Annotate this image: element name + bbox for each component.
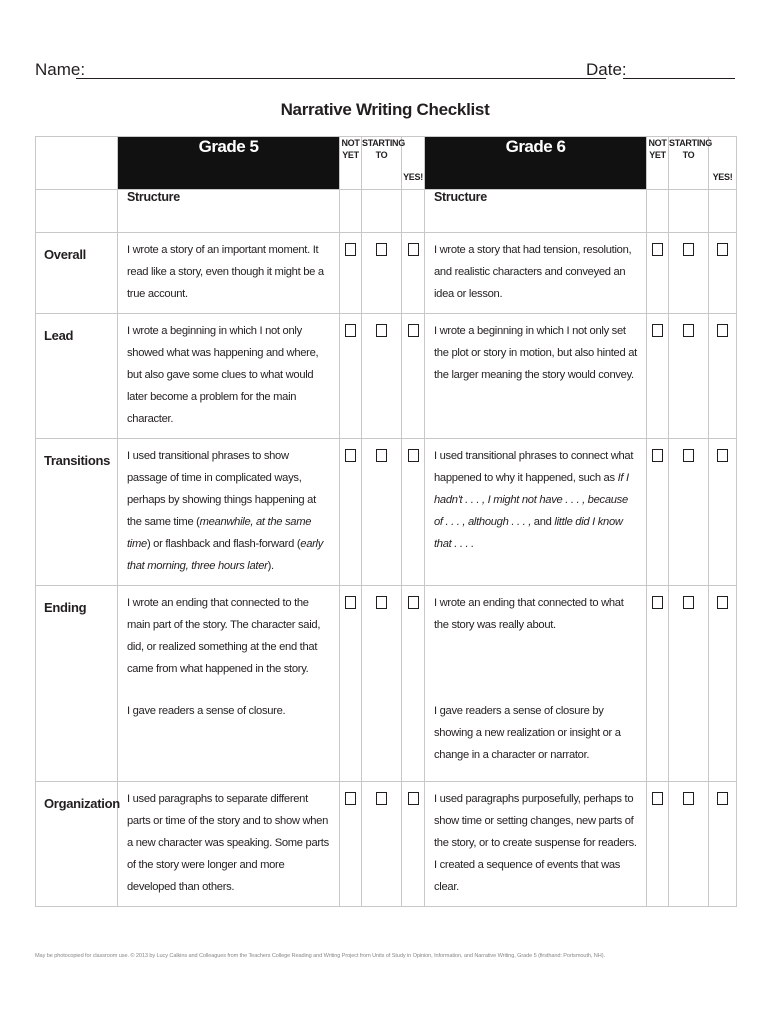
yes-cell xyxy=(709,586,737,782)
not-yet-cell xyxy=(647,439,669,586)
starting-to-checkbox[interactable] xyxy=(683,596,694,609)
yes-cell xyxy=(402,586,425,782)
not-yet-cell xyxy=(340,314,362,439)
grade6-transitions-text: I used transitional phrases to connect what happened to why it happened, such as If I hadn't . . . , I might not have . . . , because of . . . , although . . . , and little did I know that . . . . xyxy=(425,439,647,586)
starting-to-header-g6: STARTING TO xyxy=(669,137,709,190)
starting-to-cell xyxy=(362,233,402,314)
yes-checkbox[interactable] xyxy=(408,243,419,256)
not-yet-checkbox[interactable] xyxy=(652,792,663,805)
not-yet-checkbox[interactable] xyxy=(652,243,663,256)
yes-cell xyxy=(709,233,737,314)
yes-cell xyxy=(709,782,737,907)
starting-to-checkbox[interactable] xyxy=(683,324,694,337)
row-label-transitions: Transitions xyxy=(36,439,118,586)
starting-to-cell xyxy=(669,233,709,314)
grade-6-header: Grade 6 xyxy=(425,137,647,190)
yes-checkbox[interactable] xyxy=(717,324,728,337)
yes-checkbox[interactable] xyxy=(408,792,419,805)
row-ending xyxy=(36,586,737,694)
yes-cell xyxy=(402,314,425,439)
starting-to-cell xyxy=(362,586,402,782)
row-transitions xyxy=(36,439,737,586)
starting-to-checkbox[interactable] xyxy=(376,324,387,337)
not-yet-checkbox[interactable] xyxy=(652,324,663,337)
starting-to-cell xyxy=(669,586,709,782)
not-yet-checkbox[interactable] xyxy=(652,449,663,462)
page-title: Narrative Writing Checklist xyxy=(280,100,490,119)
yes-cell xyxy=(709,314,737,439)
yes-checkbox[interactable] xyxy=(717,243,728,256)
starting-to-checkbox[interactable] xyxy=(683,792,694,805)
row-overall xyxy=(36,233,737,314)
not-yet-cell xyxy=(340,782,362,907)
yes-checkbox[interactable] xyxy=(408,596,419,609)
grade5-ending-extra-text: I gave readers a sense of closure. xyxy=(118,694,340,782)
yes-cell xyxy=(402,233,425,314)
starting-to-cell xyxy=(362,314,402,439)
grade-header-row xyxy=(36,137,737,190)
starting-to-checkbox[interactable] xyxy=(376,596,387,609)
date-label: Date: xyxy=(586,60,627,79)
not-yet-checkbox[interactable] xyxy=(345,792,356,805)
yes-checkbox[interactable] xyxy=(717,596,728,609)
empty-cell xyxy=(669,190,709,233)
not-yet-cell xyxy=(647,233,669,314)
not-yet-cell xyxy=(340,439,362,586)
empty-cell xyxy=(709,190,737,233)
yes-cell xyxy=(402,439,425,586)
not-yet-cell xyxy=(647,586,669,782)
row-label-ending: Ending xyxy=(36,586,118,782)
not-yet-header-g5: NOT YET xyxy=(340,137,362,190)
header-blank-cell xyxy=(36,137,118,190)
structure-label-g5: Structure xyxy=(118,190,340,233)
empty-cell xyxy=(340,190,362,233)
starting-to-cell xyxy=(669,782,709,907)
empty-cell xyxy=(647,190,669,233)
not-yet-checkbox[interactable] xyxy=(652,596,663,609)
checklist-table xyxy=(35,136,737,907)
row-lead xyxy=(36,314,737,439)
not-yet-cell xyxy=(340,233,362,314)
not-yet-checkbox[interactable] xyxy=(345,596,356,609)
starting-to-cell xyxy=(362,439,402,586)
starting-to-cell xyxy=(362,782,402,907)
copyright-footer: May be photocopied for classroom use. © 2013 by Lucy Calkins and Colleagues from the Teachers College Reading and Writing Project from Units of Study in Opinion, Information, and Narrative Writing, Grade 5 (firsthand: Portsmouth, NH). xyxy=(35,953,605,959)
grade6-ending-extra-text: I gave readers a sense of closure by showing a new realization or insight or a change in a character or narrator. xyxy=(425,694,647,782)
grade5-transitions-text: I used transitional phrases to show passage of time in complicated ways, perhaps by showing things happening at the same time (meanwhile, at the same time) or flashback and flash-forward (early that morning, three hours later). xyxy=(118,439,340,586)
yes-checkbox[interactable] xyxy=(717,449,728,462)
starting-to-checkbox[interactable] xyxy=(376,449,387,462)
not-yet-header-g6: NOT YET xyxy=(647,137,669,190)
empty-cell xyxy=(402,190,425,233)
grade-5-header: Grade 5 xyxy=(118,137,340,190)
not-yet-cell xyxy=(647,314,669,439)
grade5-lead-text: I wrote a beginning in which I not only showed what was happening and where, but also gave some clues to what would later become a problem for the main character. xyxy=(118,314,340,439)
structure-row xyxy=(36,190,737,233)
empty-cell xyxy=(362,190,402,233)
not-yet-checkbox[interactable] xyxy=(345,324,356,337)
row-label-overall: Overall xyxy=(36,233,118,314)
starting-to-checkbox[interactable] xyxy=(376,243,387,256)
yes-header-g5: YES! xyxy=(402,137,425,190)
grade5-ending-text: I wrote an ending that connected to the main part of the story. The character said, did, or realized something at the end that came from what happened in the story. xyxy=(118,586,340,694)
yes-cell xyxy=(709,439,737,586)
not-yet-checkbox[interactable] xyxy=(345,243,356,256)
grade5-overall-text: I wrote a story of an important moment. It read like a story, even though it might be a true account. xyxy=(118,233,340,314)
not-yet-cell xyxy=(647,782,669,907)
starting-to-checkbox[interactable] xyxy=(376,792,387,805)
row-label-organization: Organization xyxy=(36,782,118,907)
name-label: Name: xyxy=(35,60,86,79)
grade6-lead-text: I wrote a beginning in which I not only set the plot or story in motion, but also hinted at the larger meaning the story would convey. xyxy=(425,314,647,439)
yes-header-g6: YES! xyxy=(709,137,737,190)
not-yet-checkbox[interactable] xyxy=(345,449,356,462)
yes-checkbox[interactable] xyxy=(408,449,419,462)
name-field-line[interactable] xyxy=(76,78,606,79)
grade6-ending-text: I wrote an ending that connected to what the story was really about. xyxy=(425,586,647,694)
starting-to-checkbox[interactable] xyxy=(683,243,694,256)
row-organization xyxy=(36,782,737,907)
name-date-row xyxy=(35,58,735,82)
starting-to-cell xyxy=(669,439,709,586)
date-field-line[interactable] xyxy=(623,78,735,79)
structure-blank-cell xyxy=(36,190,118,233)
not-yet-cell xyxy=(340,586,362,782)
yes-cell xyxy=(402,782,425,907)
starting-to-checkbox[interactable] xyxy=(683,449,694,462)
row-label-lead: Lead xyxy=(36,314,118,439)
yes-checkbox[interactable] xyxy=(408,324,419,337)
starting-to-header-g5: STARTING TO xyxy=(362,137,402,190)
grade6-organization-text: I used paragraphs purposefully, perhaps to show time or setting changes, new parts of the story, or to create suspense for readers. I created a sequence of events that was clear. xyxy=(425,782,647,907)
structure-label-g6: Structure xyxy=(425,190,647,233)
starting-to-cell xyxy=(669,314,709,439)
grade6-overall-text: I wrote a story that had tension, resolution, and realistic characters and conveyed an idea or lesson. xyxy=(425,233,647,314)
grade5-organization-text: I used paragraphs to separate different parts or time of the story and to show when a new character was speaking. Some parts of the story were longer and more developed than others. xyxy=(118,782,340,907)
yes-checkbox[interactable] xyxy=(717,792,728,805)
